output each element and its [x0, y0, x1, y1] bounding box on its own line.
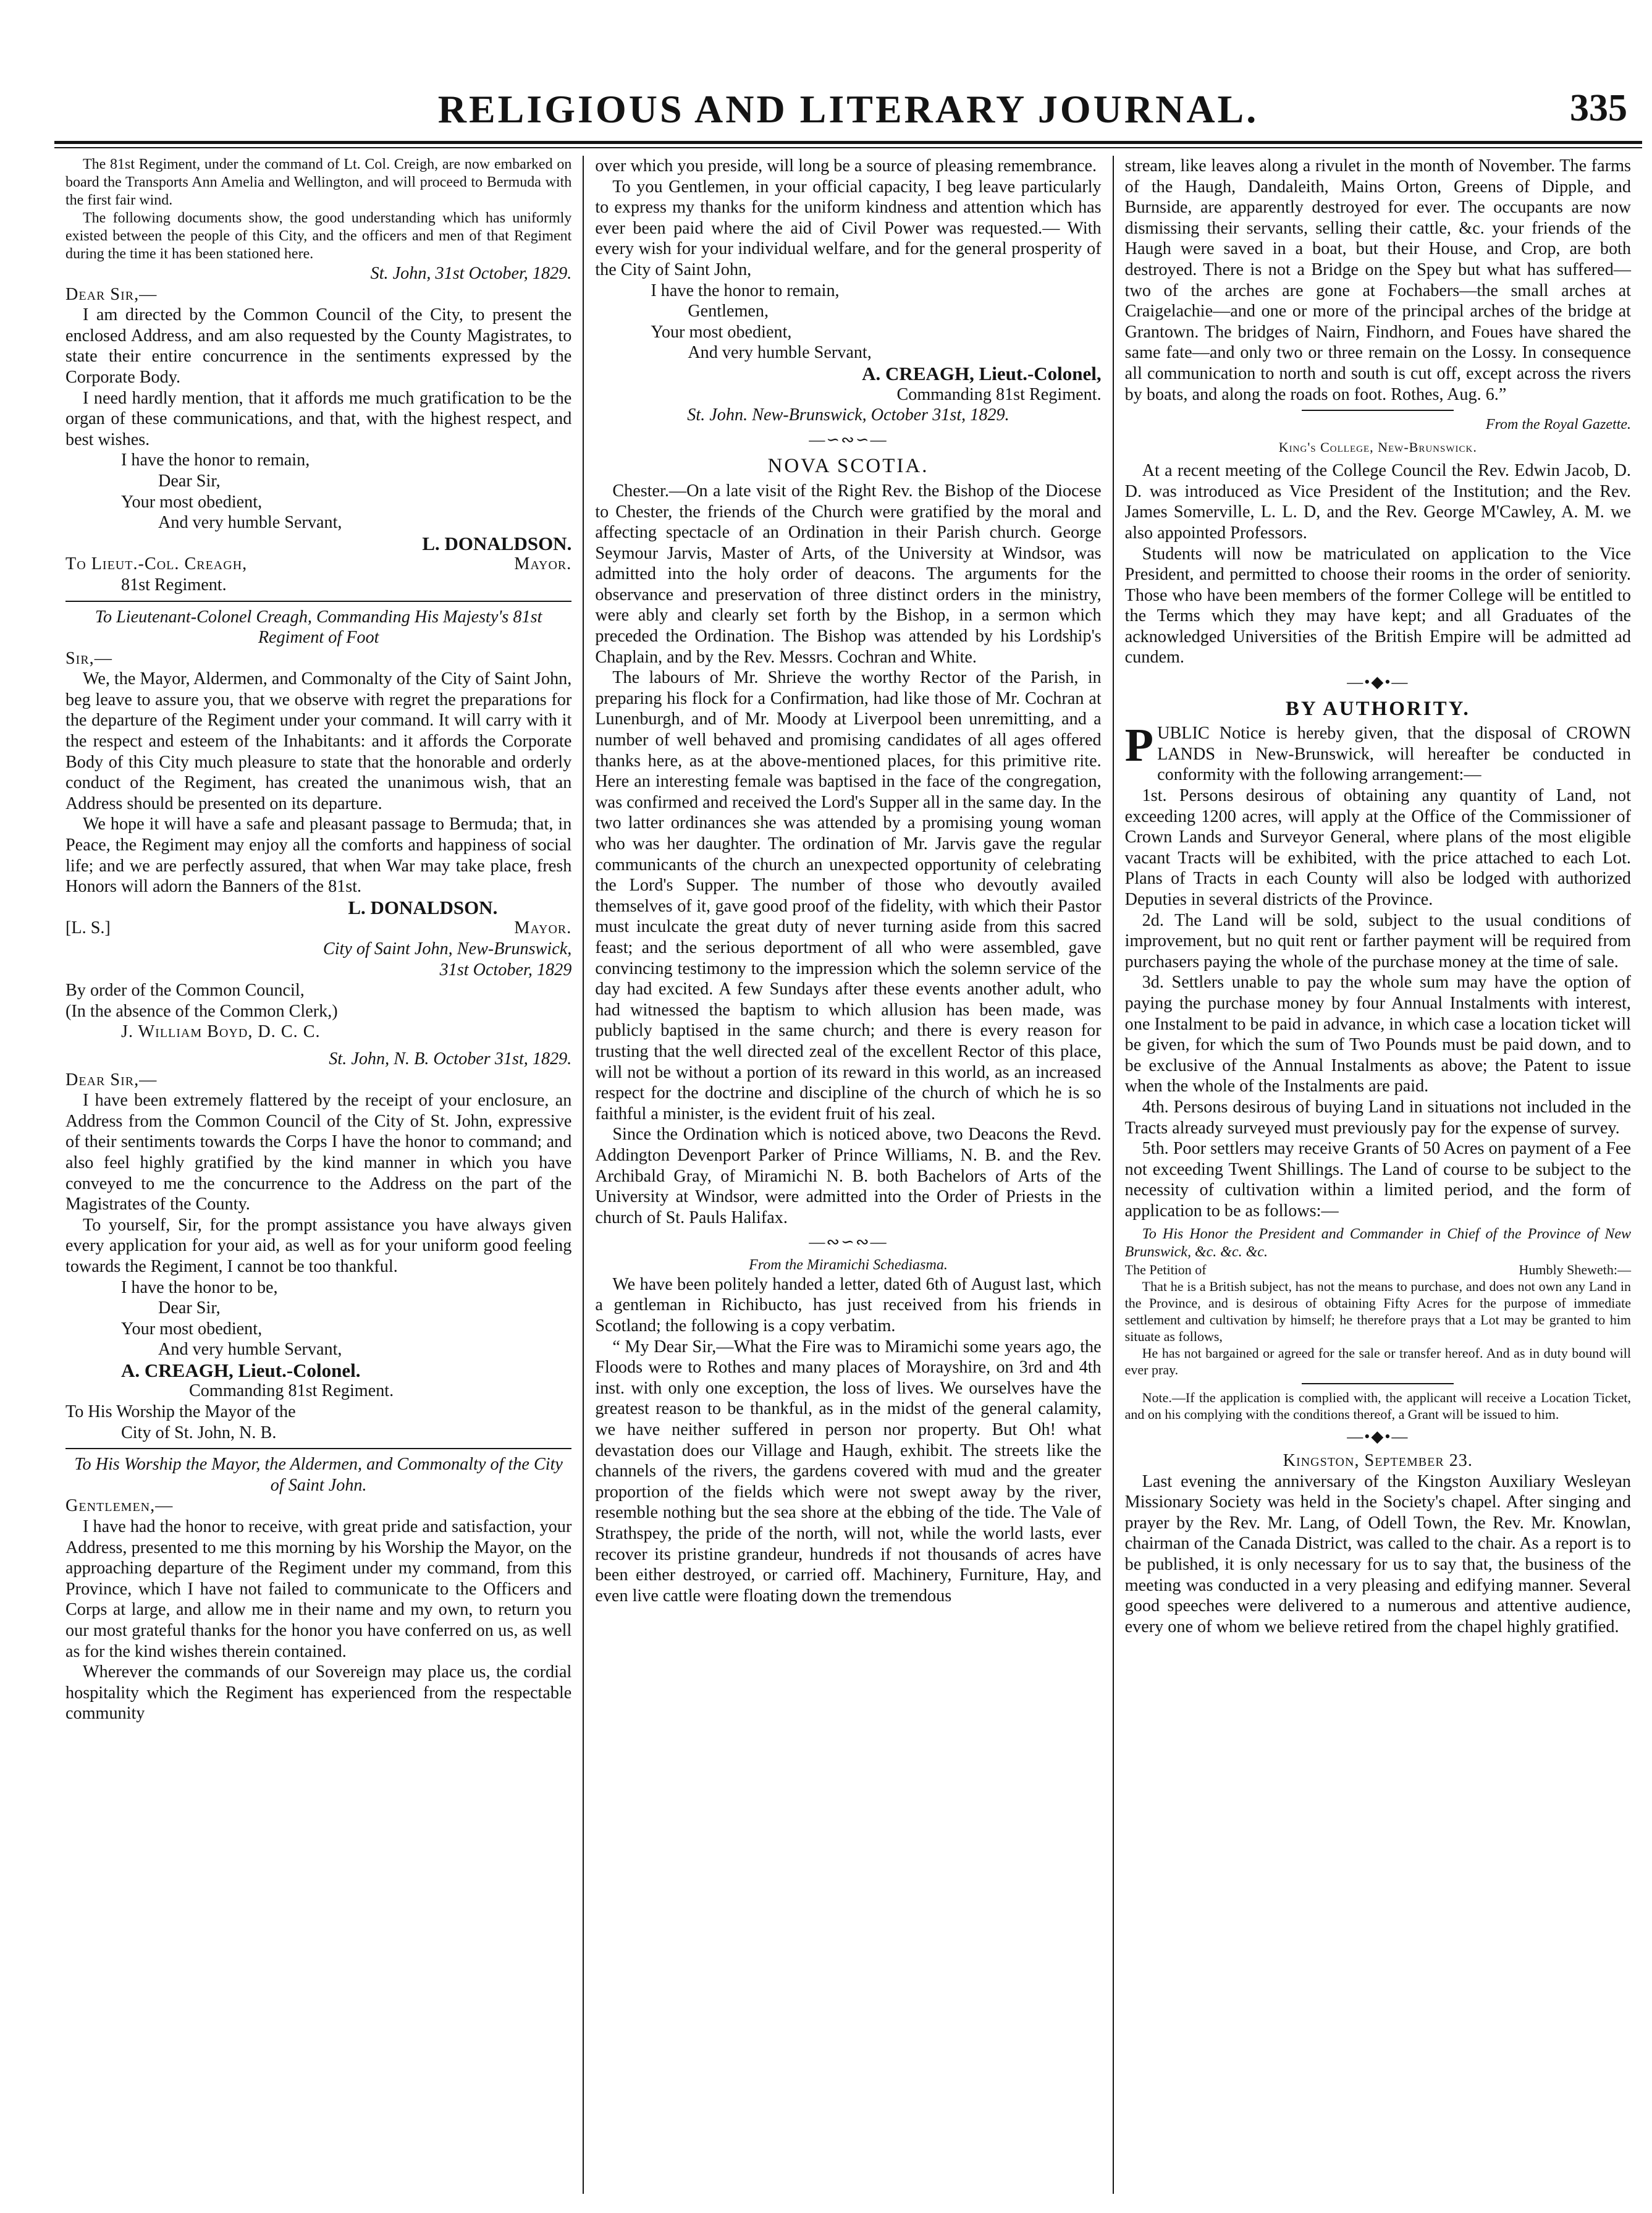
ornament-divider: —•◆•—	[1347, 673, 1409, 692]
journal-page	[54, 87, 1642, 2194]
addressee: To Lieut.-Col. Creagh,	[65, 554, 248, 574]
news-paragraph: Chester.—On a late visit of the Right Rev. the Bishop of the Diocese to Chester, the friends of the Church were gratified by the moral and affecting spectacle of an Ordination in their Parish church. George Seymour Jarvis, Master of Arts, of the University at Windsor, was admitted into the holy order of deacons. The arguments for the observance and preservation of three distinct orders in the ministry, were ably and clearly set forth by the Bishop, in a sermon which preceded the Ordination. The Bishop was attended by his Lordship's Chaplain, and by the Rev. Messrs. Cochran and White.	[595, 481, 1102, 667]
letter-paragraph: over which you preside, will long be a source of pleasing remembrance.	[595, 156, 1097, 176]
signature: A. CREAGH, Lieut.-Colonel.	[121, 1359, 361, 1381]
intro-paragraph: The following documents show, the good understanding which has uniformly existed between the people of this City, and the officers and men of that Regiment during the time it has been stationed here.	[65, 210, 572, 262]
closing-line: And very humble Servant,	[158, 1340, 342, 1360]
notice-paragraph: UBLIC Notice is hereby given, that the disposal of CROWN LANDS in New-Brunswick, will hereafter be conducted in conformity with the following arrangement:—	[1157, 724, 1631, 785]
ornament-divider: —•◆•—	[1347, 1427, 1409, 1445]
section-heading: King's College, New-Brunswick.	[1278, 439, 1477, 455]
reply-heading: To His Worship the Mayor, the Aldermen, and Commonalty of the City of Saint John.	[74, 1455, 563, 1495]
divider	[1302, 1383, 1454, 1384]
signature: L. DONALDSON.	[422, 532, 572, 554]
page-number: 335	[1570, 87, 1627, 129]
closing-line: Your most obedient,	[651, 322, 792, 342]
dateline: St. John, 31st October, 1829.	[370, 264, 572, 283]
news-paragraph: Since the Ordination which is noticed above, two Deacons the Revd. Addington Devenport Parker of Prince Williams, N. B. and the Rev. Archibald Gray, of Miramichi N. B. both Bachelors of Arts of the University at Windsor, were admitted into the Order of Priests in the church of St. Pauls Halifax.	[595, 1125, 1102, 1227]
reply-paragraph: Wherever the commands of our Sovereign may place us, the cordial hospitality which the Regiment has experienced from the respectable community	[65, 1662, 572, 1724]
seal-mark: [L. S.]	[65, 918, 111, 938]
letter-paragraph: I need hardly mention, that it affords me much gratification to be the organ of these communications, and that, with the highest respect, and best wishes.	[65, 388, 572, 449]
news-paragraph: Students will now be matriculated on application to the Vice President, and permitted to choose their rooms in the order of seniority. Those who have been members of the former College will be entitled to the Terms which they may have kept; and all Graduates of the acknowledged Universities of the British Empire will be admitted ad cundem.	[1124, 544, 1631, 667]
divider	[1302, 410, 1454, 411]
header-rule-thin	[54, 147, 1642, 148]
ornament-divider: —∽∾∽—	[809, 430, 888, 449]
notice-paragraph: 5th. Poor settlers may receive Grants of 50 Acres on payment of a Fee not exceeding Twent Shillings. The Land of course to be subject to the necessity of cultivation within a limited period, and the form of application to be as follows:—	[1124, 1139, 1631, 1221]
intro-paragraph: The 81st Regiment, under the command of Lt. Col. Creigh, are now embarked on board the Transports Ann Amelia and Wellington, and will proceed to Bermuda with the first fair wind.	[65, 156, 572, 208]
dateline: St. John. New-Brunswick, October 31st, 1829.	[687, 405, 1009, 425]
header-rule	[54, 141, 1642, 144]
section-heading: BY AUTHORITY.	[1285, 697, 1470, 720]
date-line: 31st October, 1829	[439, 960, 572, 980]
letter-paragraph: I have been extremely flattered by the receipt of your enclosure, an Address from the Common Council of the City of St. John, expressive of their sentiments towards the Corps I have the honor to command; and also feel highly gratified by the kind manner in which you have conveyed to me the concurrence to the Address on the part of the Magistrates of the County.	[65, 1091, 572, 1214]
notice-paragraph: 2d. The Land will be sold, subject to the usual conditions of improvement, but no quit rent or farther payment will be required from purchasers paying the whole of the purchase money at the time of sale.	[1124, 910, 1631, 971]
notice-paragraph: 4th. Persons desirous of buying Land in situations not included in the Tracts already surveyed must previously pay for the expense of survey.	[1124, 1097, 1631, 1138]
place-line: City of Saint John, New-Brunswick,	[322, 939, 572, 958]
ornament-divider: —∾∽∾—	[809, 1233, 888, 1251]
signature: L. DONALDSON.	[348, 896, 498, 918]
salutation: Dear Sir,—	[65, 1070, 158, 1090]
salutation: Gentlemen,—	[65, 1496, 174, 1516]
closing-line: Gentlemen,	[688, 302, 769, 321]
closing-line: I have the honor to remain,	[651, 281, 840, 300]
closing-line: And very humble Servant,	[158, 513, 342, 533]
news-paragraph: “ My Dear Sir,—What the Fire was to Miramichi some years ago, the Floods were to Rothes and many places of Morayshire, on 3rd and 4th inst. with only one exception, the loss of lives. We ourselves have the greatest reason to be thankful, as in the midst of the general calamity, we have neither suffered in person nor property. But Oh! what devastation does our Village and Haugh, exhibit. The streets like the channels of the rivers, the gardens covered with mud and the greater proportion of the fields which were not swept away by the river, resemble nothing but the sea shore at the ebbing of the tide. The Vale of Strathspey, the pride of the north, will not, while the world lasts, ever recover its pristine grandeur, hundreds if not thousands of acres have been either destroyed, or carried off. Machinery, Furniture, Hay, and even live cattle were floating down the tremendous	[595, 1337, 1102, 1606]
drop-cap: P	[1124, 719, 1154, 772]
seal-block	[65, 918, 571, 939]
divider	[65, 601, 571, 602]
notice-paragraph: 3d. Settlers unable to pay the whole sum may have the option of paying the purchase money by four Annual Instalments with interest, one Instalment to be paid in advance, in which case a location ticket will be given, for which the sum of Two Pounds must be paid down, and to be exclusive of the Annual Instalments as above; the Patent to issue when the whole of the Instalments are paid.	[1124, 973, 1631, 1096]
news-paragraph: We have been politely handed a letter, dated 6th of August last, which a gentleman in Richibucto, has just received from his friends in Scotland; the following is a copy verbatim.	[595, 1274, 1102, 1336]
mayor-title: Mayor.	[514, 554, 572, 574]
letter-paragraph: To yourself, Sir, for the prompt assistance you have always given every application for your aid, as well as for your uniform good feeling towards the Regiment, I cannot be too thankful.	[65, 1215, 572, 1276]
page-header	[54, 87, 1642, 137]
order-line: J. William Boyd, D. C. C.	[121, 1022, 321, 1042]
dateline: Kingston, September 23.	[1283, 1451, 1473, 1471]
divider	[65, 1448, 571, 1449]
order-line: By order of the Common Council,	[65, 981, 305, 1001]
closing-line: Your most obedient,	[121, 492, 263, 512]
salutation: Dear Sir,—	[65, 284, 158, 304]
closing-line: Dear Sir,	[158, 471, 221, 491]
notice-block	[1124, 719, 1631, 785]
column-2	[583, 156, 1112, 2194]
reply-paragraph: I have had the honor to receive, with great pride and satisfaction, your Address, presented to me this morning by his Worship the Mayor, on the approaching departure of the Regiment under my command, from this Province, which I have not failed to communicate to the Officers and Corps at large, and allow me in their name and my own, to return you our most grateful thanks for the honor you have conferred on us, as well as for the kind wishes therein contained.	[65, 1517, 572, 1661]
closing-line: I have the honor to be,	[121, 1277, 278, 1297]
column-3	[1113, 156, 1642, 2194]
address-paragraph: We, the Mayor, Aldermen, and Commonalty of the City of Saint John, beg leave to assure you, that we observe with regret the preparations for the departure of the Regiment under your command. It will carry with it the respect and esteem of the Inhabitants: and it affords the Corporate Body of this City much pleasure to state that the honorable and orderly conduct of the Regiment, has created the unanimous wish, that an Address should be presented on its departure.	[65, 669, 572, 813]
source-line: From the Royal Gazette.	[1485, 417, 1631, 433]
notice-paragraph: 1st. Persons desirous of obtaining any quantity of Land, not exceeding 1200 acres, will apply at the Office of the Commissioner of Crown Lands and Surveyor General, where plans of the most eligible vacant Tracts will be exhibited, with the price attached to each Lot. Plans of Tracts in each County will also be lodged with authorized Deputies in several districts of the Province.	[1124, 786, 1631, 909]
closing-line: Dear Sir,	[158, 1298, 221, 1318]
closing-line: And very humble Servant,	[688, 343, 872, 363]
signature: A. CREAGH, Lieut.-Colonel,	[862, 362, 1102, 384]
signature-title: Commanding 81st Regiment.	[896, 384, 1102, 404]
petition-label: Humbly Sheweth:—	[1519, 1261, 1631, 1277]
journal-title: RELIGIOUS AND LITERARY JOURNAL.	[437, 87, 1259, 131]
source-line: From the Miramichi Schediasma.	[749, 1256, 948, 1273]
news-paragraph: stream, like leaves along a rivulet in the month of November. The farms of the Haugh, Dandaleith, Mains Orton, Greens of Dipple, and Burnside, are apparently destroyed for ever. The occupants are now dismissing their servants, selling their cattle, &c. your friends of the Haugh were saved in a boat, but their House, and Crop, are both destroyed. There is not a Bridge on the Spey but what has suffered—two of the arches are gone at Fochabers—the small arches at Craigelachie—and one or more of the principal arches of the bridge at Grantown. The bridges of Nairn, Findhorn, and Foues have shared the same fate—and only two or three remain on the Lossy. In consequence all communication to north and south is cut off, except across the rivers by boats, and along the roads on foot. Rothes, Aug. 6.”	[1124, 156, 1631, 404]
petition-label: The Petition of	[1124, 1261, 1207, 1277]
form-heading: To His Honor the President and Commander in Chief of the Province of New Brunswick, &c. &c. &c.	[1124, 1225, 1631, 1260]
addressee: 81st Regiment.	[121, 575, 227, 595]
salutation: Sir,—	[65, 648, 112, 668]
column-1	[54, 156, 583, 2194]
letter-paragraph: I am directed by the Common Council of the City, to present the enclosed Address, and am also requested by the County Magistrates, to state their entire concurrence in the sentiments expressed by the Corporate Body.	[65, 305, 572, 387]
petition-text: That he is a British subject, has not the means to purchase, and does not own any Land in the Province, and is desirous of obtaining Fifty Acres for the purpose of immediate settlement and cultivation by himself; he therefore prays that a Lot may be granted to him situate as follows,	[1124, 1278, 1631, 1344]
closing-line: Your most obedient,	[121, 1319, 263, 1339]
note-text: Note.—If the application is complied with, the applicant will receive a Location Ticket, and on his complying with the conditions thereof, a Grant will be issued to him.	[1124, 1389, 1631, 1422]
addressee-block	[65, 554, 571, 575]
petition-line	[1125, 1261, 1631, 1278]
letter-paragraph: To you Gentlemen, in your official capacity, I beg leave particularly to express my thanks for the uniform kindness and attention which has ever been paid where the aid of Civil Power was requested.— With every wish for your individual welfare, and for the general prosperity of the City of Saint John,	[595, 177, 1102, 279]
petition-text: He has not bargained or agreed for the sale or transfer hereof. And as in duty bound will ever pray.	[1124, 1345, 1631, 1377]
addressee: City of St. John, N. B.	[121, 1423, 277, 1442]
news-paragraph: At a recent meeting of the College Council the Rev. Edwin Jacob, D. D. was introduced as Vice President of the Institution; and the Rev. James Somerville, L. L. D, and the Rev. George M'Cawley, A. M. we also appointed Professors.	[1124, 461, 1631, 543]
news-paragraph: Last evening the anniversary of the Kingston Auxiliary Wesleyan Missionary Society was held in the Society's chapel. After singing and prayer by the Rev. Mr. Lang, of Odell Town, the Rev. Mr. Knowlan, chairman of the Canada District, was called to the chair. As a report is to be published, it is only necessary for us to say that, the business of the meeting was conducted in a very pleasing and edifying manner. Several good speeches were delivered to a numerous and attentive audience, every one of whom we believe retired from the chapel highly gratified.	[1124, 1471, 1631, 1636]
signature-title: Commanding 81st Regiment.	[189, 1381, 394, 1401]
dateline: St. John, N. B. October 31st, 1829.	[329, 1049, 572, 1068]
mayor-title: Mayor.	[514, 918, 572, 938]
closing-line: I have the honor to remain,	[121, 451, 310, 470]
text-columns	[54, 156, 1642, 2194]
news-paragraph: The labours of Mr. Shrieve the worthy Rector of the Parish, in preparing his flock for a Confirmation, had like those of Mr. Cochran at Lunenburgh, and of Mr. Moody at Liverpool been unremitting, and a number of well behaved and promising candidates of all ages offered thanks here, as at the above-mentioned places, for this primitive rite. Here an interesting female was baptised in the face of the congregation, was confirmed and received the Lord's Supper all in the same day. In the two latter ordinances she was attended by a promising young woman who was her daughter. The ordination of Mr. Jarvis gave the regular communicants of the church an unexpected opportunity of celebrating the Lord's Supper. The number of those who devoutly availed themselves of it, gave good proof of the fidelity, with which their Pastor must inculcate the great duty of never turning aside from this sacred feast; and the serious deportment of all who were assembled, gave convincing testimony to the impression which the solemn service of the day had excited. A few Sundays after these events another adult, who had witnessed the baptism to which allusion has been made, was publicly baptised in the same church; and there is every reason for trusting that the well directed zeal of the excellent Rector of this place, will not be without a portion of its reward in this world, as an increased respect for the doctrine and discipline of the church of which he is so faithful a minister, is the evident fruit of his zeal.	[595, 668, 1102, 1123]
addressee: To His Worship the Mayor of the	[65, 1402, 296, 1422]
address-heading: To Lieutenant-Colonel Creagh, Commanding His Majesty's 81st Regiment of Foot	[95, 607, 542, 648]
section-heading: NOVA SCOTIA.	[767, 455, 929, 478]
order-line: (In the absence of the Common Clerk,)	[65, 1001, 338, 1021]
address-paragraph: We hope it will have a safe and pleasant passage to Bermuda; that, in Peace, the Regiment may enjoy all the comforts and happiness of social life; and we are perfectly assured, that when War may take place, fresh Honors will adorn the Banners of the 81st.	[65, 815, 572, 897]
